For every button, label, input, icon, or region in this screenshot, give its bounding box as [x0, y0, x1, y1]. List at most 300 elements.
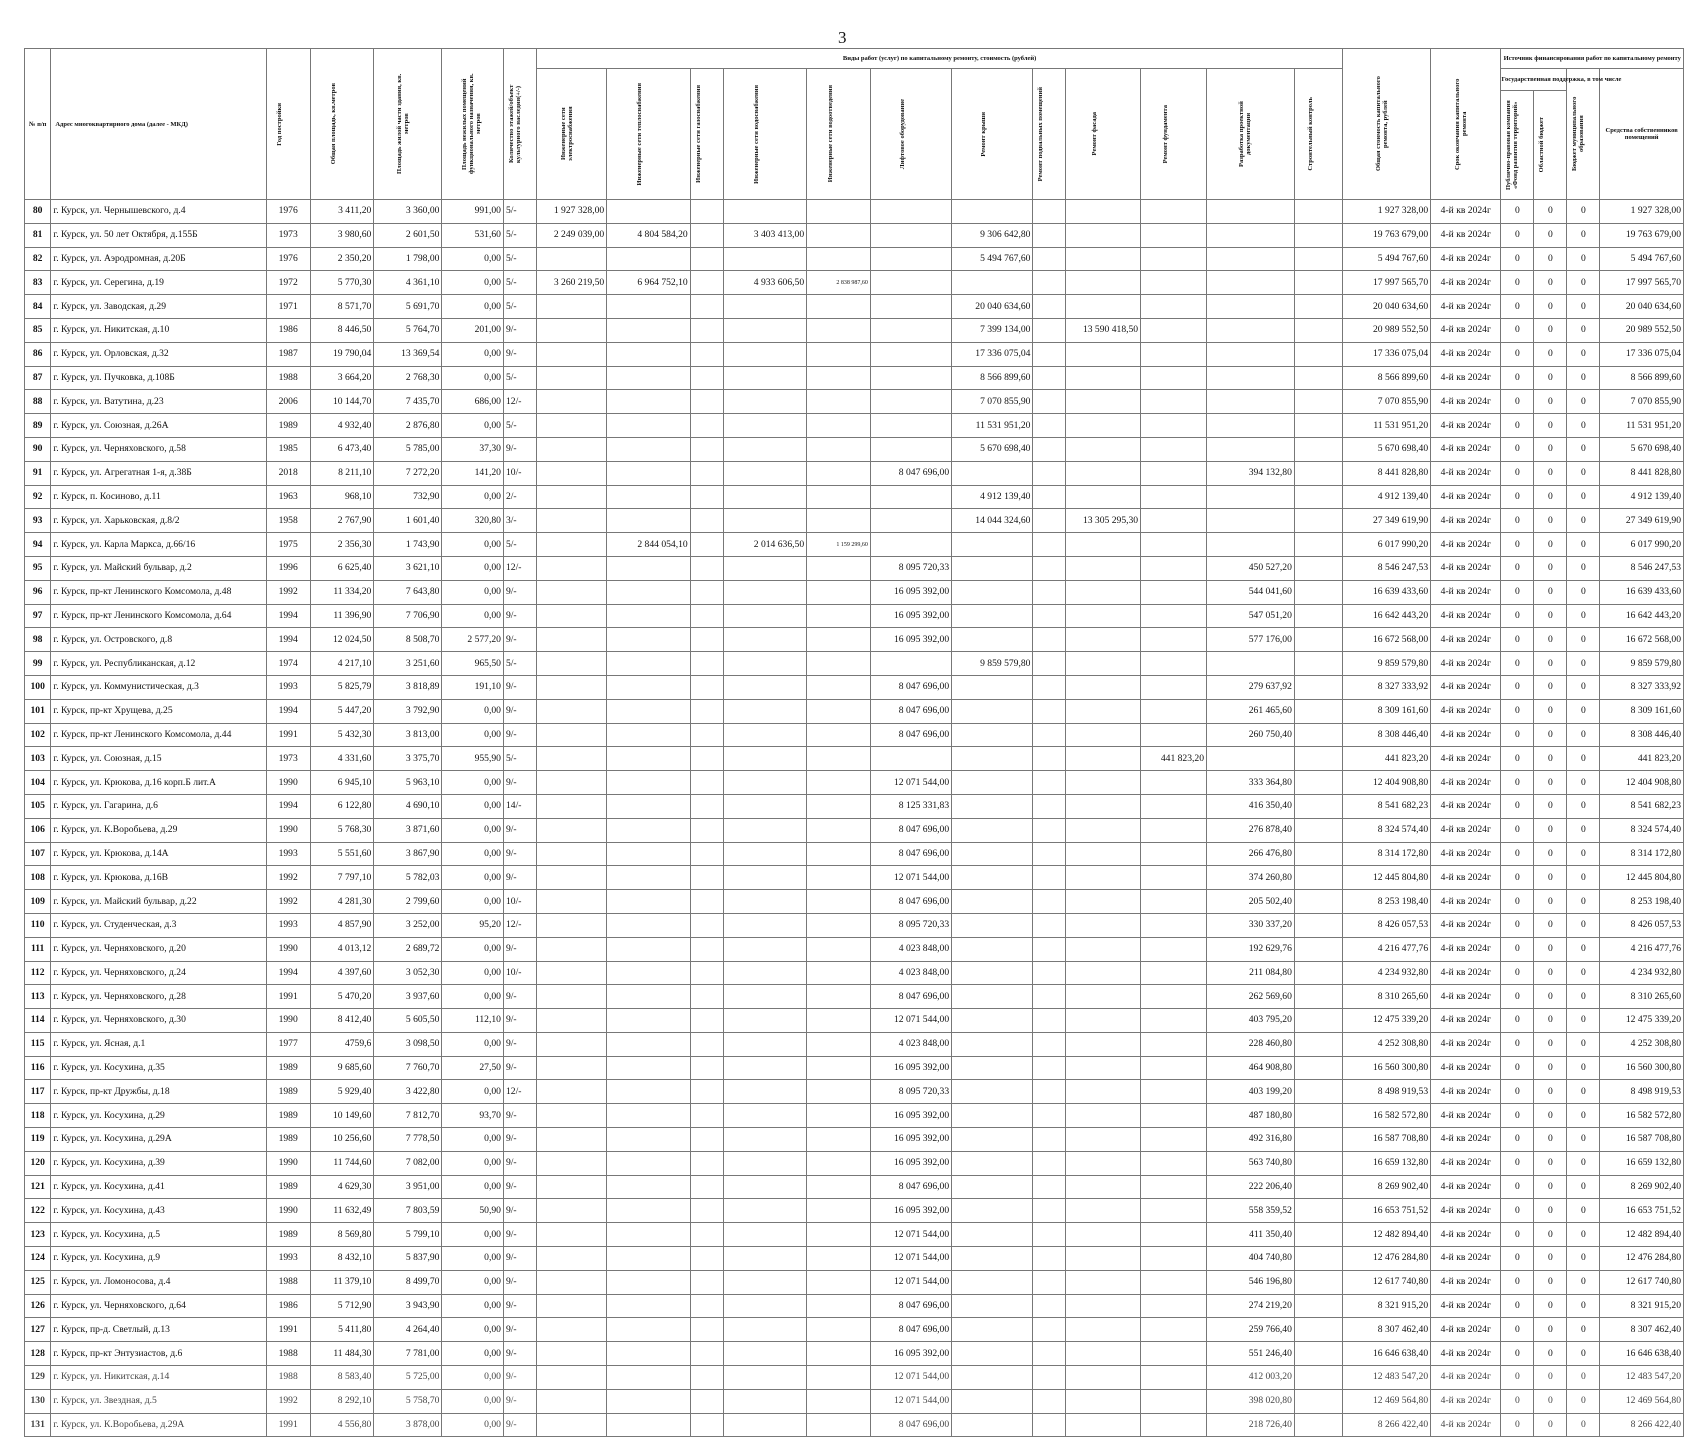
cell-roof [952, 913, 1033, 937]
cell-fl: 9/- [503, 723, 536, 747]
cell-gas [690, 866, 723, 890]
cell-docs: 558 359,52 [1207, 1199, 1295, 1223]
cell-ctrl [1294, 461, 1342, 485]
cell-y: 1991 [266, 985, 310, 1009]
cell-fl2: 0 [1567, 223, 1600, 247]
cell-y: 1989 [266, 1056, 310, 1080]
cell-base [1033, 1389, 1066, 1413]
cell-docs: 192 629,76 [1207, 937, 1295, 961]
cell-fl: 3/- [503, 509, 536, 533]
cell-na: 0,00 [442, 1294, 504, 1318]
cell-drain [807, 1389, 871, 1413]
cell-elec [536, 890, 606, 914]
cell-heat [607, 1104, 690, 1128]
cell-gas [690, 1294, 723, 1318]
cell-elec [536, 652, 606, 676]
cell-drain [807, 937, 871, 961]
cell-base [1033, 723, 1066, 747]
cell-n: 88 [25, 390, 51, 414]
cell-na: 50,90 [442, 1199, 504, 1223]
cell-total: 12 482 894,40 [1343, 1223, 1431, 1247]
cell-docs: 218 726,40 [1207, 1413, 1295, 1437]
cell-facade: 13 590 418,50 [1066, 318, 1141, 342]
cell-gas [690, 295, 723, 319]
cell-lift [870, 247, 951, 271]
cell-fr: 0 [1534, 1389, 1567, 1413]
cell-fl2: 0 [1567, 556, 1600, 580]
cell-term: 4-й кв 2024г [1431, 1413, 1501, 1437]
cell-facade [1066, 223, 1141, 247]
cell-ta: 8 211,10 [310, 461, 374, 485]
cell-ctrl [1294, 699, 1342, 723]
cell-ctrl [1294, 366, 1342, 390]
cell-la: 3 098,50 [374, 1032, 442, 1056]
cell-term: 4-й кв 2024г [1431, 1247, 1501, 1271]
cell-docs: 563 740,80 [1207, 1151, 1295, 1175]
cell-na: 0,00 [442, 818, 504, 842]
table-row [25, 556, 1684, 580]
cell-gas [690, 747, 723, 771]
cell-roof [952, 1056, 1033, 1080]
cell-heat [607, 913, 690, 937]
cell-na: 191,10 [442, 675, 504, 699]
cell-drain [807, 1056, 871, 1080]
cell-la: 3 252,00 [374, 913, 442, 937]
cell-docs: 416 350,40 [1207, 794, 1295, 818]
cell-elec [536, 1247, 606, 1271]
cell-fr: 0 [1534, 485, 1567, 509]
cell-gas [690, 771, 723, 795]
cell-docs [1207, 414, 1295, 438]
cell-base [1033, 271, 1066, 295]
cell-elec [536, 342, 606, 366]
cell-lift: 8 047 696,00 [870, 1413, 951, 1437]
cell-base [1033, 1223, 1066, 1247]
cell-fl2: 0 [1567, 913, 1600, 937]
cell-y: 1994 [266, 604, 310, 628]
cell-lift [870, 747, 951, 771]
cell-fl: 5/- [503, 223, 536, 247]
cell-total: 8 310 265,60 [1343, 985, 1431, 1009]
cell-n: 122 [25, 1199, 51, 1223]
cell-fl2: 0 [1567, 533, 1600, 557]
cell-water [723, 628, 806, 652]
cell-heat [607, 628, 690, 652]
cell-fl: 5/- [503, 652, 536, 676]
cell-n: 98 [25, 628, 51, 652]
cell-total: 16 587 708,80 [1343, 1128, 1431, 1152]
cell-fp: 0 [1501, 1294, 1534, 1318]
cell-water [723, 1056, 806, 1080]
cell-fr: 0 [1534, 937, 1567, 961]
cell-fr: 0 [1534, 318, 1567, 342]
capital-repair-table [24, 48, 1684, 1431]
cell-total: 8 327 333,92 [1343, 675, 1431, 699]
cell-docs [1207, 652, 1295, 676]
cell-term: 4-й кв 2024г [1431, 794, 1501, 818]
cell-term: 4-й кв 2024г [1431, 818, 1501, 842]
cell-drain [807, 1342, 871, 1366]
cell-heat [607, 675, 690, 699]
cell-la: 1 798,00 [374, 247, 442, 271]
cell-base [1033, 366, 1066, 390]
cell-drain: 1 159 299,60 [807, 533, 871, 557]
cell-fl2: 0 [1567, 1366, 1600, 1390]
cell-y: 1994 [266, 961, 310, 985]
cell-total: 8 546 247,53 [1343, 556, 1431, 580]
cell-drain [807, 223, 871, 247]
cell-ctrl [1294, 437, 1342, 461]
cell-fo: 4 912 139,40 [1600, 485, 1684, 509]
cell-roof [952, 961, 1033, 985]
col-gas: Инженерные сети газоснабжения [690, 69, 723, 200]
cell-docs: 266 476,80 [1207, 842, 1295, 866]
cell-fo: 8 546 247,53 [1600, 556, 1684, 580]
cell-na: 0,00 [442, 985, 504, 1009]
cell-y: 1989 [266, 1128, 310, 1152]
cell-fo: 12 476 284,80 [1600, 1247, 1684, 1271]
cell-la: 5 691,70 [374, 295, 442, 319]
cell-ta: 4 397,60 [310, 961, 374, 985]
cell-water [723, 604, 806, 628]
cell-la: 5 782,03 [374, 866, 442, 890]
col-docs: Разработка проектной документации [1207, 69, 1295, 200]
cell-ctrl [1294, 794, 1342, 818]
table-row [25, 1366, 1684, 1390]
cell-fp: 0 [1501, 1413, 1534, 1437]
cell-na: 0,00 [442, 771, 504, 795]
cell-y: 1990 [266, 1009, 310, 1033]
cell-fr: 0 [1534, 271, 1567, 295]
cell-facade [1066, 247, 1141, 271]
cell-gas [690, 699, 723, 723]
cell-fl: 9/- [503, 699, 536, 723]
cell-fl2: 0 [1567, 723, 1600, 747]
cell-lift: 8 095 720,33 [870, 913, 951, 937]
cell-water [723, 985, 806, 1009]
cell-fl2: 0 [1567, 366, 1600, 390]
cell-docs: 450 527,20 [1207, 556, 1295, 580]
cell-base [1033, 533, 1066, 557]
cell-ta: 6 473,40 [310, 437, 374, 461]
cell-base [1033, 1175, 1066, 1199]
cell-ctrl [1294, 247, 1342, 271]
cell-docs: 464 908,80 [1207, 1056, 1295, 1080]
cell-drain [807, 247, 871, 271]
cell-facade [1066, 604, 1141, 628]
cell-drain [807, 366, 871, 390]
cell-total: 16 659 132,80 [1343, 1151, 1431, 1175]
cell-y: 1993 [266, 913, 310, 937]
cell-ctrl [1294, 818, 1342, 842]
cell-fl2: 0 [1567, 580, 1600, 604]
cell-fl: 9/- [503, 1223, 536, 1247]
cell-fp: 0 [1501, 961, 1534, 985]
cell-drain [807, 1247, 871, 1271]
cell-term: 4-й кв 2024г [1431, 1128, 1501, 1152]
cell-fo: 16 560 300,80 [1600, 1056, 1684, 1080]
cell-addr: г. Курск, ул. Коммунистическая, д.3 [51, 675, 266, 699]
cell-la: 2 876,80 [374, 414, 442, 438]
cell-fl: 5/- [503, 247, 536, 271]
cell-fr: 0 [1534, 580, 1567, 604]
cell-docs: 211 084,80 [1207, 961, 1295, 985]
table-row [25, 1199, 1684, 1223]
table-row [25, 842, 1684, 866]
cell-ta: 5 470,20 [310, 985, 374, 1009]
cell-fl2: 0 [1567, 1318, 1600, 1342]
cell-facade [1066, 771, 1141, 795]
cell-term: 4-й кв 2024г [1431, 723, 1501, 747]
cell-found [1141, 675, 1207, 699]
cell-addr: г. Курск, пр-кт Хрущева, д.25 [51, 699, 266, 723]
cell-found [1141, 390, 1207, 414]
cell-addr: г. Курск, ул. Косухина, д.35 [51, 1056, 266, 1080]
cell-fp: 0 [1501, 485, 1534, 509]
cell-ctrl [1294, 1247, 1342, 1271]
cell-heat [607, 1032, 690, 1056]
cell-addr: г. Курск, ул. Майский бульвар, д.22 [51, 890, 266, 914]
cell-fo: 12 445 804,80 [1600, 866, 1684, 890]
cell-elec [536, 961, 606, 985]
cell-y: 1973 [266, 747, 310, 771]
cell-y: 1975 [266, 533, 310, 557]
cell-ta: 6 625,40 [310, 556, 374, 580]
cell-fp: 0 [1501, 1199, 1534, 1223]
cell-drain [807, 747, 871, 771]
cell-la: 5 764,70 [374, 318, 442, 342]
cell-heat [607, 937, 690, 961]
cell-docs [1207, 295, 1295, 319]
cell-addr: г. Курск, ул. Ясная, д.1 [51, 1032, 266, 1056]
cell-heat [607, 461, 690, 485]
cell-fr: 0 [1534, 818, 1567, 842]
cell-water [723, 1223, 806, 1247]
cell-y: 1989 [266, 1175, 310, 1199]
cell-ta: 2 356,30 [310, 533, 374, 557]
cell-lift [870, 414, 951, 438]
cell-y: 1993 [266, 1247, 310, 1271]
table-row [25, 223, 1684, 247]
cell-facade [1066, 818, 1141, 842]
cell-la: 1 743,90 [374, 533, 442, 557]
col-nonres-area: Площадь нежилых помещений функционального назначения, кв. метров [442, 49, 504, 200]
cell-heat [607, 1080, 690, 1104]
cell-base [1033, 1318, 1066, 1342]
cell-elec [536, 913, 606, 937]
cell-fl2: 0 [1567, 1175, 1600, 1199]
cell-lift: 12 071 544,00 [870, 1009, 951, 1033]
cell-addr: г. Курск, ул. Ватутина, д.23 [51, 390, 266, 414]
cell-elec [536, 1032, 606, 1056]
cell-gas [690, 1009, 723, 1033]
cell-fl: 9/- [503, 1151, 536, 1175]
cell-n: 85 [25, 318, 51, 342]
cell-fl: 5/- [503, 295, 536, 319]
cell-heat [607, 580, 690, 604]
cell-found [1141, 723, 1207, 747]
cell-fl2: 0 [1567, 390, 1600, 414]
cell-roof [952, 1366, 1033, 1390]
cell-fr: 0 [1534, 556, 1567, 580]
cell-lift: 16 095 392,00 [870, 1199, 951, 1223]
cell-na: 0,00 [442, 271, 504, 295]
cell-total: 12 476 284,80 [1343, 1247, 1431, 1271]
cell-n: 114 [25, 1009, 51, 1033]
cell-la: 7 803,59 [374, 1199, 442, 1223]
cell-fp: 0 [1501, 533, 1534, 557]
cell-heat [607, 1389, 690, 1413]
table-row [25, 1128, 1684, 1152]
cell-fr: 0 [1534, 1104, 1567, 1128]
cell-na: 0,00 [442, 866, 504, 890]
cell-ta: 11 484,30 [310, 1342, 374, 1366]
cell-addr: г. Курск, ул. Аэродромная, д.20Б [51, 247, 266, 271]
cell-water [723, 1080, 806, 1104]
col-control: Строительный контроль [1294, 69, 1342, 200]
cell-drain [807, 1223, 871, 1247]
col-total-area: Общая площадь, кв.метров [310, 49, 374, 200]
cell-base [1033, 913, 1066, 937]
cell-water [723, 937, 806, 961]
cell-gas [690, 223, 723, 247]
cell-water [723, 675, 806, 699]
cell-base [1033, 937, 1066, 961]
cell-water [723, 1318, 806, 1342]
cell-docs [1207, 437, 1295, 461]
cell-facade [1066, 1056, 1141, 1080]
cell-total: 11 531 951,20 [1343, 414, 1431, 438]
cell-ctrl [1294, 414, 1342, 438]
cell-found [1141, 866, 1207, 890]
cell-lift: 8 047 696,00 [870, 1175, 951, 1199]
cell-facade [1066, 1104, 1141, 1128]
cell-facade [1066, 390, 1141, 414]
cell-drain [807, 437, 871, 461]
cell-heat [607, 1247, 690, 1271]
cell-na: 0,00 [442, 604, 504, 628]
cell-ctrl [1294, 1342, 1342, 1366]
cell-water [723, 1032, 806, 1056]
cell-base [1033, 342, 1066, 366]
cell-ta: 19 790,04 [310, 342, 374, 366]
cell-water [723, 1413, 806, 1437]
cell-docs: 546 196,80 [1207, 1270, 1295, 1294]
cell-drain [807, 461, 871, 485]
cell-roof: 8 566 899,60 [952, 366, 1033, 390]
cell-n: 127 [25, 1318, 51, 1342]
cell-ta: 10 256,60 [310, 1128, 374, 1152]
cell-gas [690, 1247, 723, 1271]
cell-base [1033, 699, 1066, 723]
cell-ta: 3 411,20 [310, 200, 374, 224]
cell-fr: 0 [1534, 1080, 1567, 1104]
cell-drain [807, 1104, 871, 1128]
cell-addr: г. Курск, ул. Союзная, д.15 [51, 747, 266, 771]
cell-term: 4-й кв 2024г [1431, 1056, 1501, 1080]
cell-facade [1066, 556, 1141, 580]
cell-found [1141, 414, 1207, 438]
cell-fp: 0 [1501, 985, 1534, 1009]
cell-ta: 5 712,90 [310, 1294, 374, 1318]
cell-drain [807, 1366, 871, 1390]
cell-lift: 8 047 696,00 [870, 985, 951, 1009]
cell-fl2: 0 [1567, 295, 1600, 319]
cell-base [1033, 1080, 1066, 1104]
cell-n: 87 [25, 366, 51, 390]
cell-ta: 11 396,90 [310, 604, 374, 628]
cell-facade [1066, 533, 1141, 557]
cell-fr: 0 [1534, 200, 1567, 224]
cell-drain [807, 699, 871, 723]
cell-roof [952, 1104, 1033, 1128]
cell-na: 37,30 [442, 437, 504, 461]
cell-total: 16 646 638,40 [1343, 1342, 1431, 1366]
cell-y: 1990 [266, 818, 310, 842]
table-row [25, 580, 1684, 604]
cell-water: 2 014 636,50 [723, 533, 806, 557]
cell-elec [536, 699, 606, 723]
cell-fo: 7 070 855,90 [1600, 390, 1684, 414]
cell-n: 99 [25, 652, 51, 676]
cell-fl: 9/- [503, 604, 536, 628]
cell-fo: 8 309 161,60 [1600, 699, 1684, 723]
cell-na: 320,80 [442, 509, 504, 533]
cell-fp: 0 [1501, 318, 1534, 342]
cell-fl2: 0 [1567, 1080, 1600, 1104]
cell-found [1141, 1223, 1207, 1247]
cell-base [1033, 318, 1066, 342]
cell-fp: 0 [1501, 1056, 1534, 1080]
cell-total: 16 582 572,80 [1343, 1104, 1431, 1128]
cell-term: 4-й кв 2024г [1431, 604, 1501, 628]
cell-found [1141, 604, 1207, 628]
cell-lift: 12 071 544,00 [870, 771, 951, 795]
cell-y: 1989 [266, 1104, 310, 1128]
cell-fr: 0 [1534, 509, 1567, 533]
cell-ta: 4 331,60 [310, 747, 374, 771]
cell-term: 4-й кв 2024г [1431, 961, 1501, 985]
cell-base [1033, 1199, 1066, 1223]
cell-roof [952, 1270, 1033, 1294]
cell-gas [690, 890, 723, 914]
cell-facade [1066, 628, 1141, 652]
cell-base [1033, 390, 1066, 414]
cell-base [1033, 437, 1066, 461]
cell-found [1141, 556, 1207, 580]
cell-facade [1066, 437, 1141, 461]
table-row [25, 1223, 1684, 1247]
cell-water [723, 961, 806, 985]
cell-elec [536, 390, 606, 414]
cell-fr: 0 [1534, 533, 1567, 557]
cell-lift [870, 223, 951, 247]
cell-fr: 0 [1534, 1056, 1567, 1080]
cell-found [1141, 961, 1207, 985]
cell-found [1141, 913, 1207, 937]
cell-addr: г. Курск, ул. Островского, д.8 [51, 628, 266, 652]
cell-y: 1988 [266, 1366, 310, 1390]
table-row [25, 295, 1684, 319]
cell-addr: г. Курск, ул. Косухина, д.41 [51, 1175, 266, 1199]
cell-base [1033, 509, 1066, 533]
cell-n: 83 [25, 271, 51, 295]
cell-water [723, 1270, 806, 1294]
cell-ta: 5 551,60 [310, 842, 374, 866]
cell-docs [1207, 223, 1295, 247]
cell-drain [807, 414, 871, 438]
cell-found [1141, 1342, 1207, 1366]
